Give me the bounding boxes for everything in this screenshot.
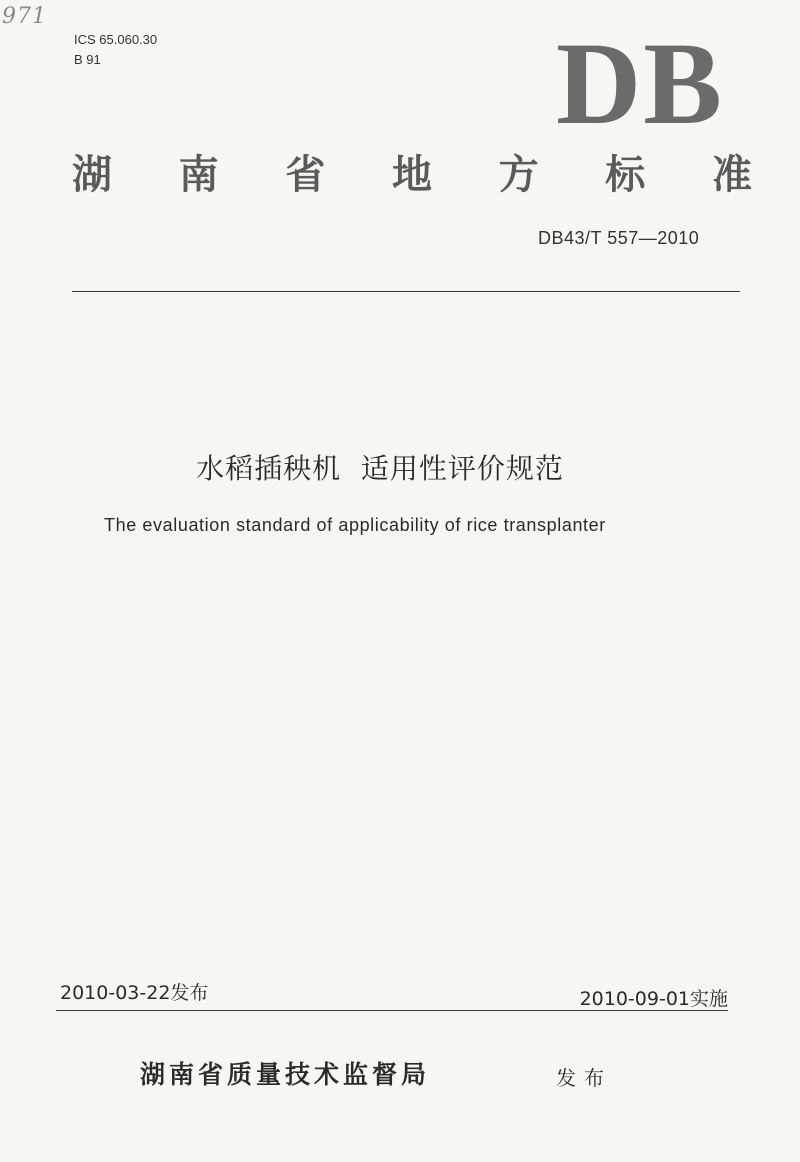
standard-type-char: 南: [178, 152, 219, 198]
implementation-date: 2010-09-01实施: [579, 988, 728, 1010]
handwritten-note: 971: [2, 4, 47, 29]
standard-type-char: 准: [711, 152, 752, 198]
standard-type-title: [72, 150, 752, 200]
publish-label: 发布: [556, 1066, 612, 1090]
classification-codes: [74, 30, 157, 70]
db-logo: DB: [556, 18, 724, 149]
standard-type-char: 湖: [72, 152, 112, 198]
standard-type-char: 省: [285, 152, 326, 198]
top-divider: [72, 291, 740, 292]
standard-type-char: 地: [391, 152, 432, 198]
standard-type-char: 标: [605, 152, 646, 198]
publisher-name: 湖南省质量技术监督局: [140, 1060, 431, 1089]
ics-code: ICS 65.060.30: [74, 32, 158, 47]
standard-number: DB43/T 557—2010: [538, 228, 700, 248]
issue-date: 2010-03-22发布: [60, 982, 209, 1004]
document-title-chinese: 水稻插秧机 适用性评价规范: [196, 452, 564, 485]
document-title-english: The evaluation standard of applicability of rice transplanter: [104, 515, 606, 535]
bottom-divider: [56, 1010, 728, 1011]
standard-type-char: 方: [498, 152, 539, 198]
ccs-code: B 91: [74, 52, 101, 67]
